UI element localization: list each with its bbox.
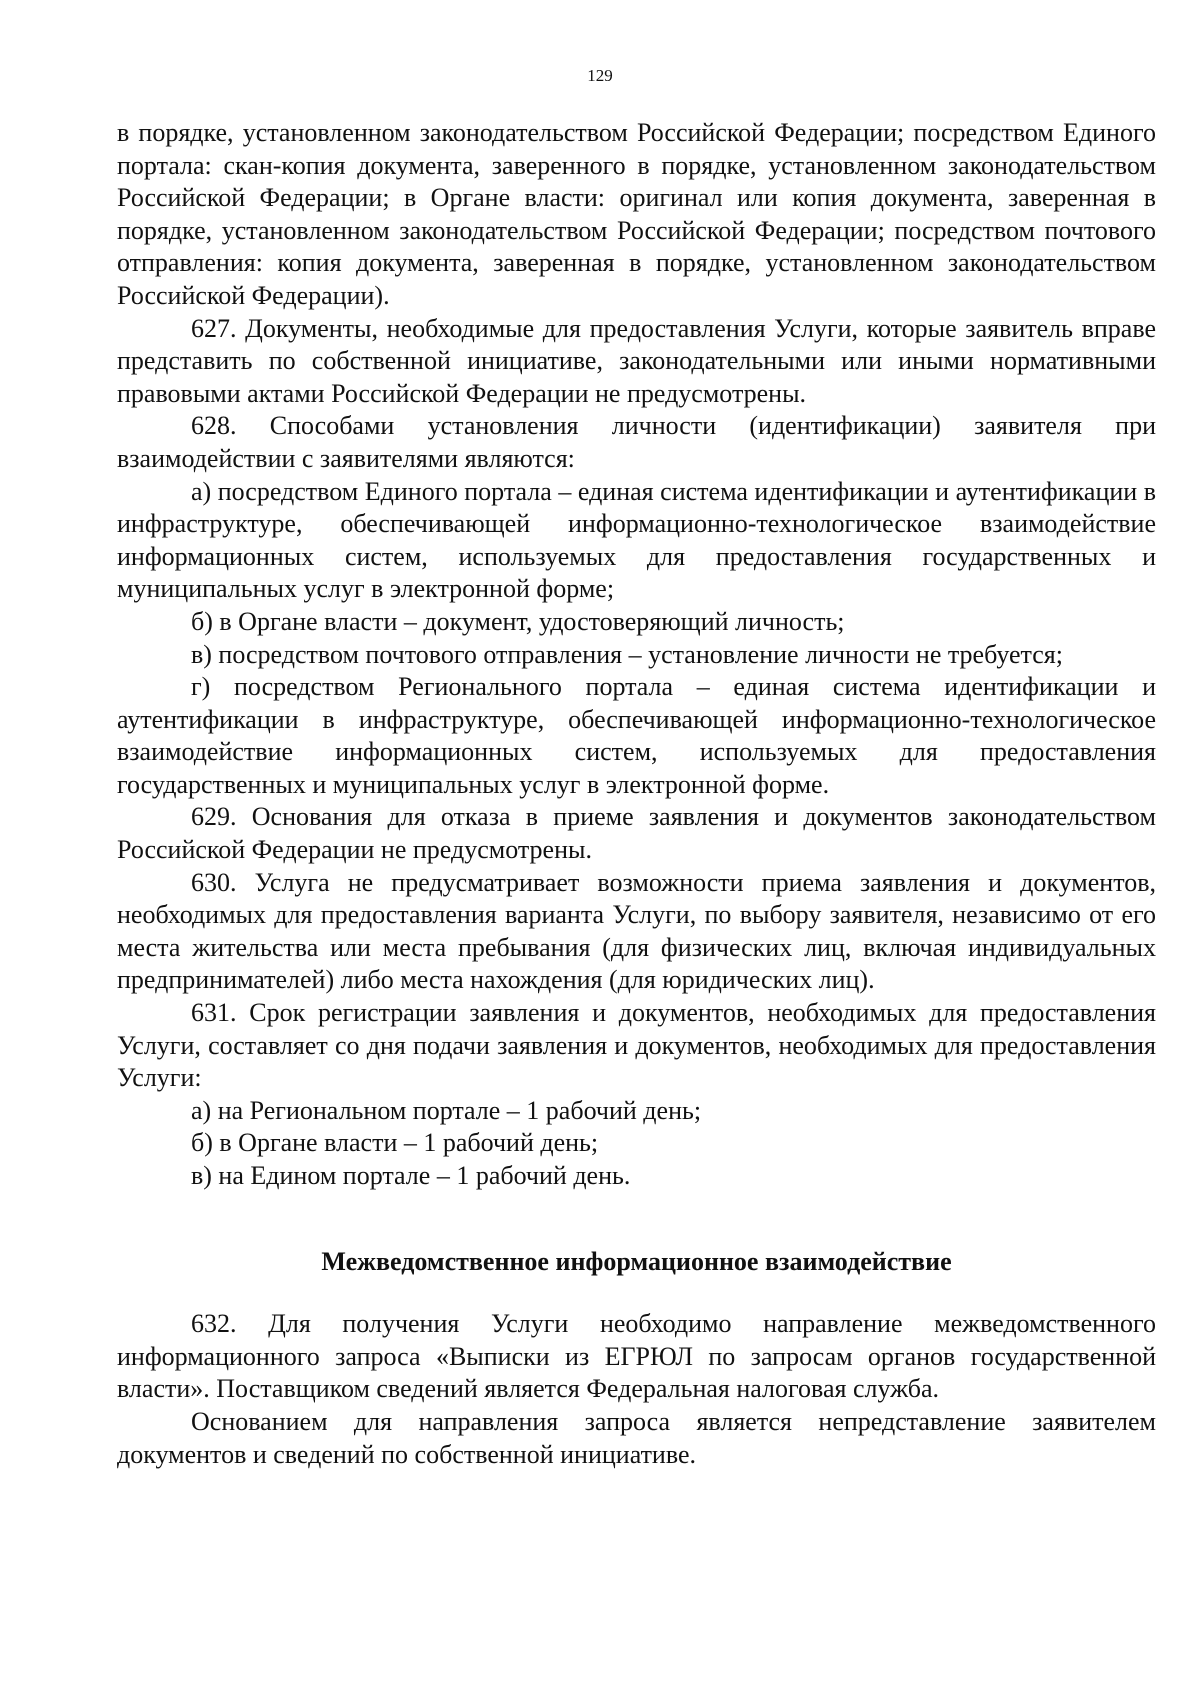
list-item-628-a: а) посредством Единого портала – единая система идентификации и аутентификации в инфраструктуре, обеспечивающей информационно-технологическое взаимодействие информационных систем, используемых для предоставления государственных и муниципальных услуг в электронной форме; [117, 476, 1156, 604]
list-item-628-b: б) в Органе власти – документ, удостоверяющий личность; [191, 606, 845, 636]
paragraph-632: 632. Для получения Услуги необходимо направление межведомственного информационного запроса «Выписки из ЕГРЮЛ по запросам органов государственной власти». Поставщиком сведений является Федеральная налоговая служба. [117, 1309, 1156, 1404]
paragraph-630: 630. Услуга не предусматривает возможности приема заявления и документов, необходимых для предоставления варианта Услуги, по выбору заявителя, независимо от его места жительства или места пребывания (для физических лиц, включая индивидуальных предпринимателей) либо места нахождения (для юридических лиц). [117, 867, 1156, 995]
paragraph-request-basis: Основанием для направления запроса является непредставление заявителем документов и сведений по собственной инициативе. [117, 1406, 1156, 1469]
list-item-631-b: б) в Органе власти – 1 рабочий день; [191, 1128, 599, 1158]
paragraph-631: 631. Срок регистрации заявления и документов, необходимых для предоставления Услуги, составляет со дня подачи заявления и документов, необходимых для предоставления Услуги: [117, 998, 1156, 1093]
paragraph-629: 629. Основания для отказа в приеме заявления и документов законодательством Российской Федерации не предусмотрены. [117, 802, 1156, 865]
list-item-631-a: а) на Региональном портале – 1 рабочий день; [191, 1095, 702, 1125]
list-item-628-g: г) посредством Регионального портала – единая система идентификации и аутентификации в инфраструктуре, обеспечивающей информационно-технологическое взаимодействие информационных систем, используемых для предоставления государственных и муниципальных услуг в электронной форме. [117, 672, 1156, 799]
list-item-628-v: в) посредством почтового отправления – установление личности не требуется; [191, 639, 1063, 669]
paragraph-continuation: в порядке, установленном законодательством Российской Федерации; посредством Единого портала: скан-копия документа, заверенного в порядке, установленном законодательством Российской Федерации; в Органе власти: оригинал или копия документа, заверенная в порядке, установленном законодательством Российской Федерации; посредством почтового отправления: копия документа, заверенная в порядке, установленном законодательством Российской Федерации). [117, 118, 1156, 310]
document-body [117, 117, 1156, 1471]
list-item-631-v: в) на Едином портале – 1 рабочий день. [191, 1161, 631, 1190]
paragraph-627: 627. Документы, необходимые для предоставления Услуги, которые заявитель вправе представить по собственной инициативе, законодательными или иными нормативными правовыми актами Российской Федерации не предусмотрены. [117, 313, 1156, 408]
page-number: 129 [587, 66, 613, 85]
paragraph-628: 628. Способами установления личности (идентификации) заявителя при взаимодействии с заявителями являются: [117, 411, 1156, 473]
section-heading: Межведомственное информационное взаимодействие [321, 1246, 952, 1276]
